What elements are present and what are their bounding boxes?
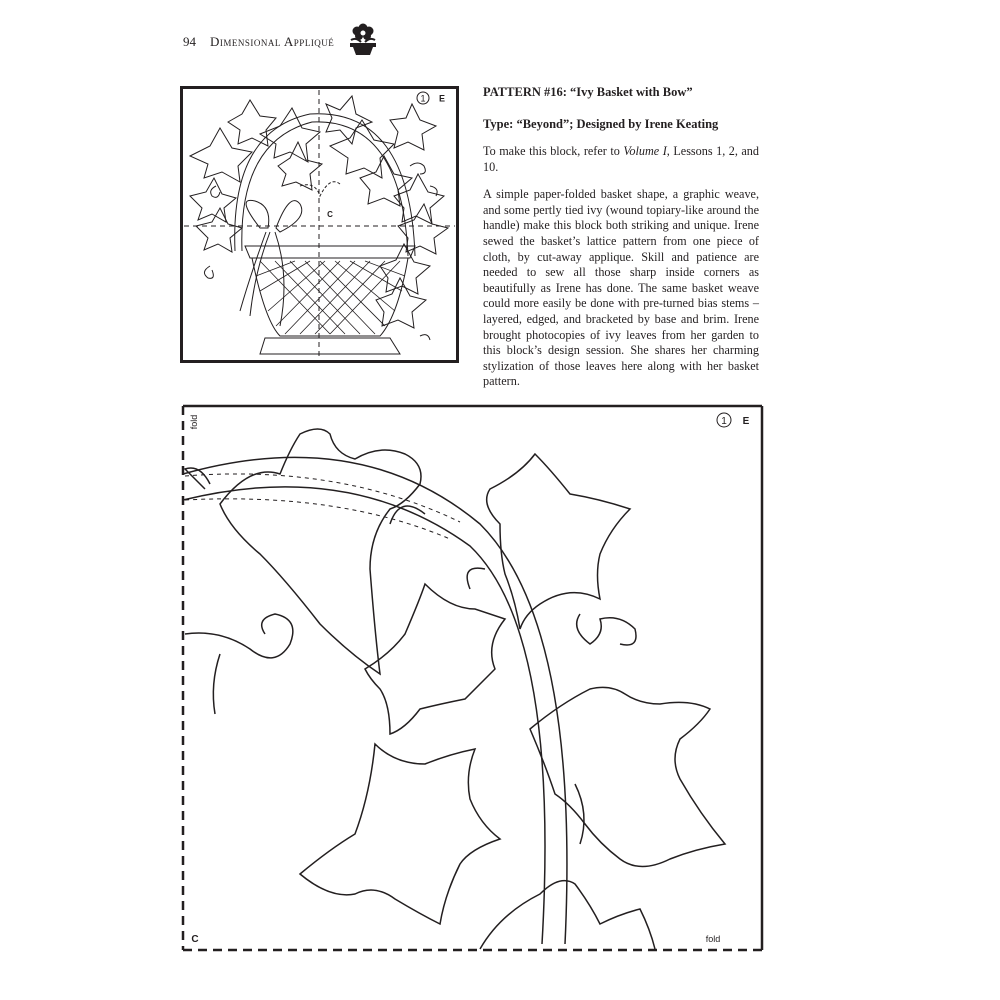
- page-number: 94: [183, 34, 196, 49]
- sheet-corner-letter: C: [191, 934, 199, 945]
- flower-pot-icon: [348, 21, 378, 55]
- pattern-description: A simple paper-folded basket shape, a graphic weave, and some pertly tied ivy (wound topiary-like around the handle) make this block both striking and unique. Irene sewed the basket’s lattice pattern from one piece of cloth, by cut-away applique. Skill and patience are needed to sew all those sharp inside corners as beautifully as Irene has done. The same basket weave could more easily be done with pre-turned bias stems – layered, edged, and bracketed by base and brim. Irene brought photocopies of ivy leaves from her garden to this block’s design session. She shares her charming stylization of those leaves here along with her basket pattern.: [483, 187, 759, 389]
- thumbnail-quadrant-number: 1: [420, 93, 426, 104]
- sheet-quadrant-letter: E: [742, 416, 750, 427]
- block-thumbnail: [180, 86, 459, 363]
- pattern-sheet: [180, 404, 765, 954]
- fold-label-left: fold: [189, 414, 199, 430]
- pattern-type: Type: “Beyond”; Designed by Irene Keating: [483, 117, 719, 131]
- fold-label-bottom: fold: [705, 934, 721, 944]
- running-header: [183, 30, 334, 54]
- pattern-intro: To make this block, refer to Volume I, Lessons 1, 2, and 10.: [483, 144, 759, 174]
- pattern-description-column: [483, 84, 759, 390]
- sheet-quadrant-number: 1: [721, 416, 727, 427]
- thumbnail-center-letter: C: [327, 210, 333, 219]
- pattern-title: PATTERN #16: “Ivy Basket with Bow”: [483, 85, 693, 99]
- running-title: Dimensional Appliqué: [210, 34, 335, 49]
- volume-title: Volume I: [623, 144, 667, 158]
- thumbnail-quadrant-letter: E: [438, 93, 446, 104]
